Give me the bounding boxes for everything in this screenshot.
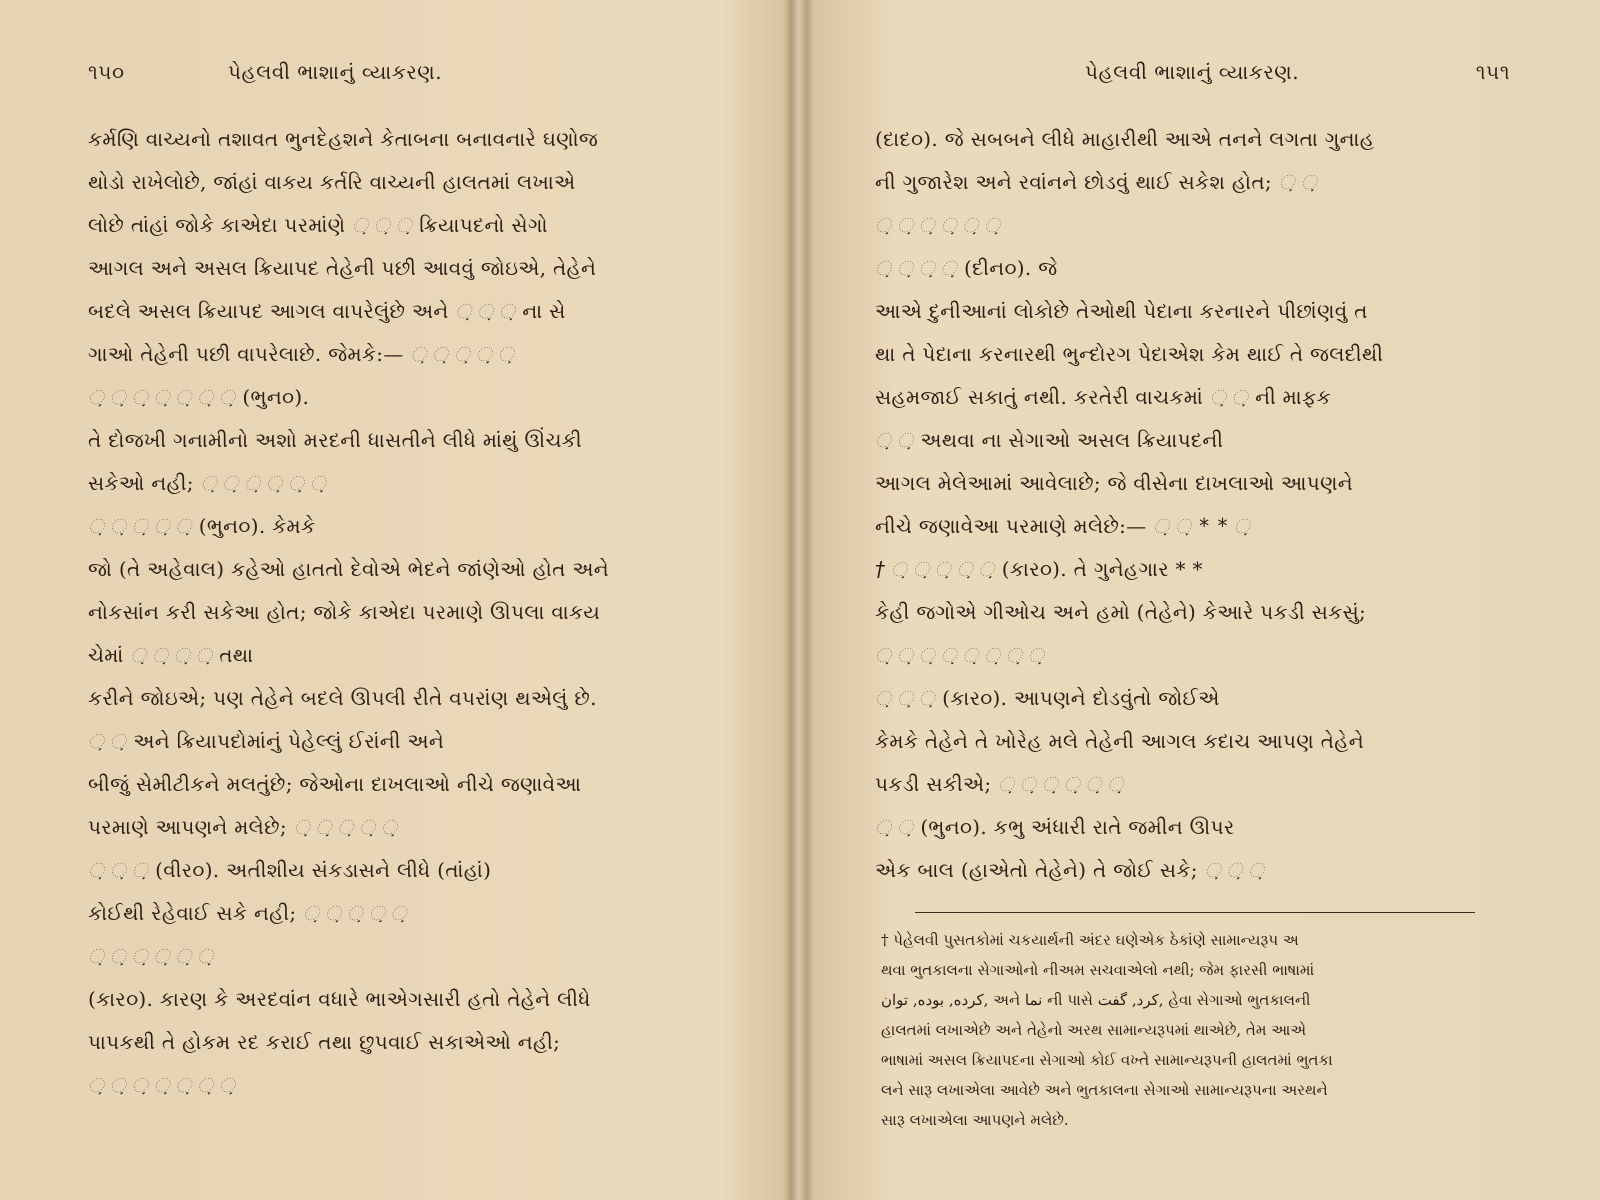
gujarati-text-segment: અથવા ના સેગાઓ અસલ ક્રિયાપદની — [920, 428, 1224, 452]
pahlavi-script-segment: ઼ ઼ — [875, 815, 914, 839]
footnote-line: લને સારૂ લખાએલા આવેછે અને ભુતકાલના સેગાઓ સામાન્યરૂપના અરથને — [881, 1081, 1328, 1099]
gujarati-text-segment: (દીન૦). જે — [963, 256, 1058, 280]
gujarati-text-segment: (ભુન૦). કેમકે — [198, 514, 316, 538]
footnote-line: کرده, بوده, توان, અને نما ની પાસે کرد, گفت, હેવા સેગાઓ ભુતકાલની — [881, 991, 1311, 1009]
left-page-number: ૧૫૦ — [88, 60, 125, 84]
pahlavi-script-segment: † ઼ ઼ ઼ ઼ ઼ — [875, 557, 996, 581]
gujarati-text-segment: કેહી જગોએ ગીઓચ અને હમો (તેહેને) કેઆરે પકડી સકસું; — [875, 600, 1367, 624]
pahlavi-script-segment: ઼ ઼ ઼ ઼ ઼ ઼ — [875, 213, 1001, 237]
footnote-line: † પેહેલવી પુસતકોમાં ચકયાર્થની અંદર ઘણેએક ઠેકાંણે સામાન્યરૂપ અ — [881, 931, 1299, 949]
text-line — [88, 591, 720, 634]
gujarati-text-segment: આએ દુનીઆનાં લોકોછે તેઓથી પેદાના કરનારને પીછાંણવું ત — [875, 299, 1368, 323]
gujarati-text-segment: નીચે જણાવેઆ પરમાણે મલેછે:— — [875, 514, 1147, 538]
pahlavi-script-segment: ઼ ઼ — [1278, 170, 1318, 194]
gujarati-text-segment: ની ગુજારેશ અને રવાંનને છોડવું થાઈ સકેશ હોત; — [875, 170, 1272, 194]
footnote-line: હાલતમાં લખાએછે અને તેહેનો અરથ સામાન્યરૂપમાં થાએછે, તેમ આએ — [881, 1021, 1307, 1039]
gujarati-text-segment: (ભુન૦). કભુ અંધારી રાતે જમીન ઊપર — [920, 815, 1235, 839]
pahlavi-script-segment: ઼ ઼ ઼ ઼ ઼ ઼ ઼ — [88, 1073, 236, 1097]
text-line — [88, 505, 720, 548]
left-body-text — [88, 118, 720, 1107]
text-line — [88, 462, 720, 505]
text-line — [875, 677, 1510, 720]
text-line — [88, 892, 720, 935]
pahlavi-script-segment: ઼ ઼ ઼ ઼ ઼ ઼ — [200, 471, 327, 495]
pahlavi-script-segment: ઼ ઼ ઼ — [875, 686, 936, 710]
gujarati-text-segment: આગલ મેલેઆમાં આવેલાછે; જે વીસેના દાખલાઓ આપણને — [875, 471, 1353, 495]
right-running-title: પેહલવી ભાશાનું વ્યાકરણ. — [1085, 60, 1300, 84]
text-line — [88, 935, 720, 978]
gujarati-text-segment: લોછે તાંહાં જોકે કાએદા પરમાંણે — [88, 213, 346, 237]
gujarati-text-segment: આગલ અને અસલ ક્રિયાપદ તેહેની પછી આવવું જોઇએ, તેહેને — [88, 256, 597, 280]
gujarati-text-segment: સહમજાઈ સકાતું નથી. કરતેરી વાચકમાં — [875, 385, 1204, 409]
gujarati-text-segment: ચેમાં — [88, 643, 124, 667]
right-body-text — [875, 118, 1510, 892]
text-line — [88, 1021, 720, 1064]
footnote-line: સારૂ લખાએલા આપણને મલેછે. — [881, 1111, 1069, 1129]
text-line — [88, 978, 720, 1021]
gujarati-text-segment: અને ક્રિયાપદોમાંનું પેહેલ્લું ઈરાંની અને — [133, 729, 445, 753]
pahlavi-script-segment: ઼ ઼ ઼ ઼ ઼ — [88, 514, 193, 538]
gujarati-text-segment: તથા — [219, 643, 254, 667]
text-line — [875, 849, 1510, 892]
gujarati-text-segment: નોકસાંન કરી સકેઆ હોત; જોકે કાએદા પરમાણે ઊપલા વાકય — [88, 600, 601, 624]
text-line — [875, 247, 1510, 290]
text-line — [875, 806, 1510, 849]
text-line — [88, 419, 720, 462]
pahlavi-script-segment: ઼ ઼ — [875, 428, 914, 452]
text-line — [88, 720, 720, 763]
footnote-rule — [915, 912, 1475, 913]
text-line — [88, 376, 720, 419]
pahlavi-script-segment: ઼ ઼ ઼ ઼ ઼ ઼ — [998, 772, 1125, 796]
pahlavi-script-segment: ઼ ઼ ઼ ઼ — [130, 643, 213, 667]
text-line — [88, 763, 720, 806]
gujarati-text-segment: કરીને જોઇએ; પણ તેહેને બદલે ઊપલી રીતે વપરાંણ થએલું છે. — [88, 686, 597, 710]
text-line — [875, 763, 1510, 806]
footnote-line: થવા ભુતકાલના સેગાઓનો નીઅમ સચવાએલો નથી; જેમ ફારસી ભાષામાં — [881, 961, 1315, 979]
pahlavi-script-segment: ઼ ઼ ઼ ઼ ઼ ઼ ઼ ઼ — [875, 643, 1045, 667]
gujarati-text-segment: ની માફક — [1255, 385, 1331, 409]
text-line — [875, 204, 1510, 247]
text-line — [875, 462, 1510, 505]
text-line — [88, 118, 720, 161]
pahlavi-script-segment: ઼ ઼ ઼ — [352, 213, 413, 237]
gujarati-text-segment: (કાર૦). તે ગુનેહગાર * * — [1001, 557, 1203, 581]
text-line — [88, 247, 720, 290]
left-running-head — [88, 60, 720, 100]
pahlavi-script-segment: ઼ ઼ ઼ ઼ ઼ ઼ — [88, 944, 214, 968]
text-line — [88, 634, 720, 677]
gujarati-text-segment: કોઈથી રેહેવાઈ સકે નહી; — [88, 901, 297, 925]
pahlavi-script-segment: ઼ ઼ ઼ — [455, 299, 516, 323]
pahlavi-script-segment: ઼ ઼ ઼ — [88, 858, 149, 882]
text-line — [875, 161, 1510, 204]
gujarati-text-segment: પાપકથી તે હોકમ રદ કરાઈ તથા છુપવાઈ સકાએઓ નહી; — [88, 1030, 561, 1054]
text-line — [875, 118, 1510, 161]
gujarati-text-segment: એક બાલ (હાએતો તેહેને) તે જોઈ સકે; — [875, 858, 1198, 882]
text-line — [88, 1064, 720, 1107]
text-line — [875, 720, 1510, 763]
gujarati-text-segment: (કાર૦). કારણ કે અરદવાંન વધારે ભાએગસારી હતો તેહેને લીધે — [88, 987, 591, 1011]
right-running-head — [875, 60, 1510, 100]
gujarati-text-segment: (ભુન૦). — [242, 385, 310, 409]
gujarati-text-segment: (કાર૦). આપણને દોડવુંતો જોઈએ — [942, 686, 1220, 710]
text-line — [88, 290, 720, 333]
gujarati-text-segment: પકડી સકીએ; — [875, 772, 992, 796]
gujarati-text-segment: સકેઓ નહી; — [88, 471, 194, 495]
gujarati-text-segment: જો (તે અહેવાલ) કહેઓ હાતતો દેવોએ ભેદને જાંણેઓ હોત અને — [88, 557, 609, 581]
gujarati-text-segment: તે દોજખી ગનામીનો અશો મરદની ધાસતીને લીધે માંથું ઊંચકી — [88, 428, 582, 452]
text-line — [88, 548, 720, 591]
pahlavi-script-segment: ઼ ઼ ઼ ઼ ઼ ઼ ઼ — [88, 385, 236, 409]
left-running-title: પેહલવી ભાશાનું વ્યાકરણ. — [228, 60, 443, 84]
gujarati-text-segment: ક્રિયાપદનો સેગો — [419, 213, 548, 237]
gujarati-text-segment: થા તે પેદાના કરનારથી ભુન્દોરગ પેદાએશ કેમ થાઈ તે જલદીથી — [875, 342, 1384, 366]
pahlavi-script-segment: ઼ ઼ ઼ — [1204, 858, 1265, 882]
text-line — [875, 376, 1510, 419]
pahlavi-script-segment: ઼ ઼ ઼ ઼ ઼ — [410, 342, 515, 366]
gujarati-text-segment: થોડો રાખેલોછે, જાંહાં વાકય કર્તરિ વાચ્યની હાલતમાં લખાએ — [88, 170, 576, 194]
pahlavi-script-segment: ઼ ઼ ઼ ઼ ઼ — [293, 815, 398, 839]
gujarati-text-segment: પરમાણે આપણને મલેછે; — [88, 815, 287, 839]
pahlavi-script-segment: ઼ ઼ ઼ ઼ — [875, 256, 958, 280]
pahlavi-script-segment: ઼ ઼ ઼ ઼ ઼ — [303, 901, 408, 925]
text-line — [88, 677, 720, 720]
text-line — [875, 333, 1510, 376]
text-line — [88, 204, 720, 247]
text-line — [875, 634, 1510, 677]
gujarati-text-segment: ના સે — [522, 299, 566, 323]
gujarati-text-segment: કર્મણિ વાચ્યનો તશાવત ભુનદેહશને કેતાબના બનાવનારે ઘણોજ — [88, 127, 599, 151]
text-line — [875, 591, 1510, 634]
gujarati-text-segment: બીજું સેમીટીકને મલતુંછે; જેઓના દાખલાઓ નીચે જણાવેઆ — [88, 772, 582, 796]
text-line — [875, 548, 1510, 591]
gujarati-text-segment: (વીર૦). અતીશીય સંકડાસને લીધે (તાંહાં) — [155, 858, 492, 882]
text-line — [875, 505, 1510, 548]
pahlavi-script-segment: ઼ ઼ — [88, 729, 127, 753]
pahlavi-script-segment: ઼ ઼ — [1209, 385, 1249, 409]
left-page — [0, 0, 790, 1200]
gujarati-text-segment: ગાઓ તેહેની પછી વાપરેલાછે. જેમકે:— — [88, 342, 404, 366]
right-page-number: ૧૫૧ — [1475, 60, 1510, 84]
text-line — [88, 849, 720, 892]
text-line — [88, 333, 720, 376]
gujarati-text-segment: (દાદ૦). જે સબબને લીધે માહારીથી આએ તનને લગતા ગુનાહ — [875, 127, 1375, 151]
right-page — [810, 0, 1600, 1200]
text-line — [88, 161, 720, 204]
footnote — [875, 925, 1510, 1135]
text-line — [88, 806, 720, 849]
gujarati-text-segment: બદલે અસલ ક્રિયાપદ આગલ વાપરેલુંછે અને — [88, 299, 449, 323]
text-line — [875, 290, 1510, 333]
text-line — [875, 419, 1510, 462]
gujarati-text-segment: કેમકે તેહેને તે ખોરેહ મલે તેહેની આગલ કદાચ આપણ તેહેને — [875, 729, 1364, 753]
footnote-line: ભાષામાં અસલ ક્રિયાપદના સેગાઓ કોઈ વખ્તે સામાન્યરૂપની હાલતમાં ભુતકા — [881, 1051, 1333, 1069]
pahlavi-script-segment: ઼ ઼ * * ઼ — [1153, 514, 1251, 538]
